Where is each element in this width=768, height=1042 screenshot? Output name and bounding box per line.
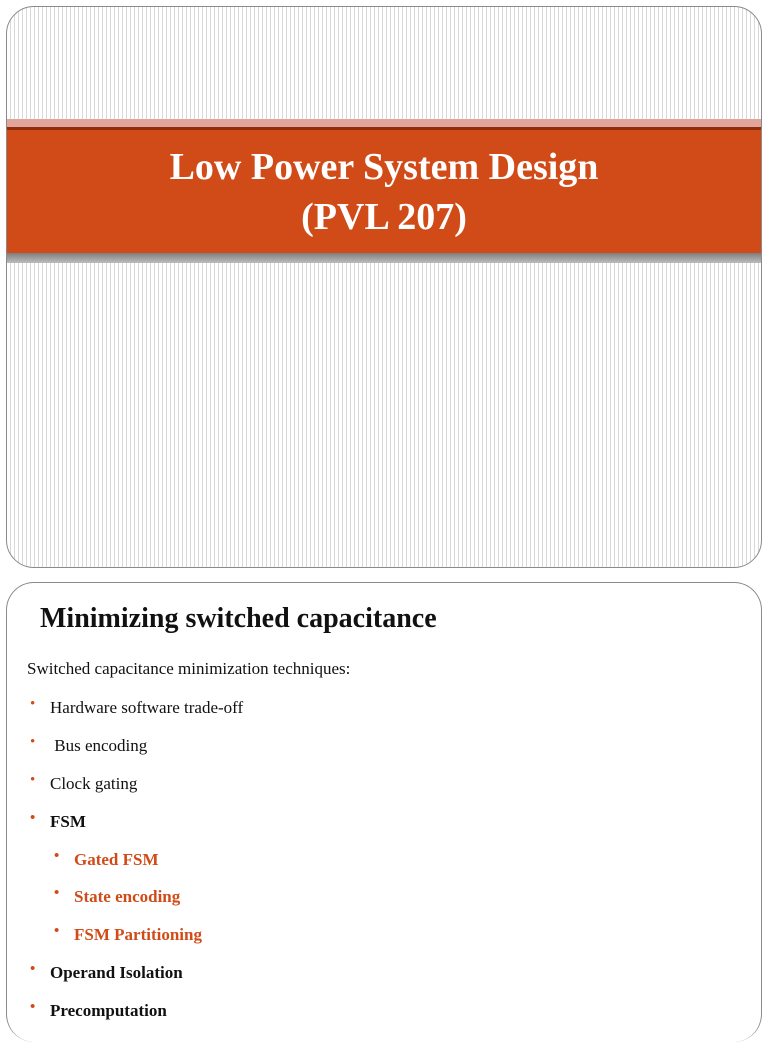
bullet-label: Precomputation	[50, 1001, 167, 1020]
bullet-label: FSM Partitioning	[74, 925, 202, 944]
slide-heading: Minimizing switched capacitance	[40, 603, 437, 634]
title-band-highlight	[7, 119, 761, 127]
bullet-label: Clock gating	[50, 774, 138, 793]
bullet-label: FSM	[50, 812, 86, 831]
slide-intro-text: Switched capacitance minimization techniques:	[27, 659, 351, 678]
bullet-dot-icon: •	[30, 810, 36, 826]
slide-title-line-1: Low Power System Design	[169, 145, 599, 188]
bullet-dot-icon: •	[54, 848, 60, 864]
bullet-dot-icon: •	[30, 999, 36, 1015]
bullet-label: State encoding	[74, 887, 181, 906]
bullet-dot-icon: •	[30, 961, 36, 977]
bullet-dot-icon: •	[30, 734, 36, 750]
bullet-label: Operand Isolation	[50, 963, 183, 982]
title-slide	[6, 6, 762, 568]
bullet-dot-icon: •	[54, 923, 60, 939]
bullet-dot-icon: •	[30, 772, 36, 788]
bullet-dot-icon: •	[54, 885, 60, 901]
slide-title-line-2: (PVL 207)	[301, 195, 467, 238]
content-slide	[6, 582, 762, 1042]
bullet-label: Gated FSM	[74, 850, 159, 869]
title-band	[7, 127, 761, 253]
bullet-dot-icon: •	[30, 696, 36, 712]
title-band-shadow	[7, 253, 761, 263]
bullet-label: Bus encoding	[50, 736, 148, 755]
bullet-label: Hardware software trade-off	[50, 698, 244, 717]
